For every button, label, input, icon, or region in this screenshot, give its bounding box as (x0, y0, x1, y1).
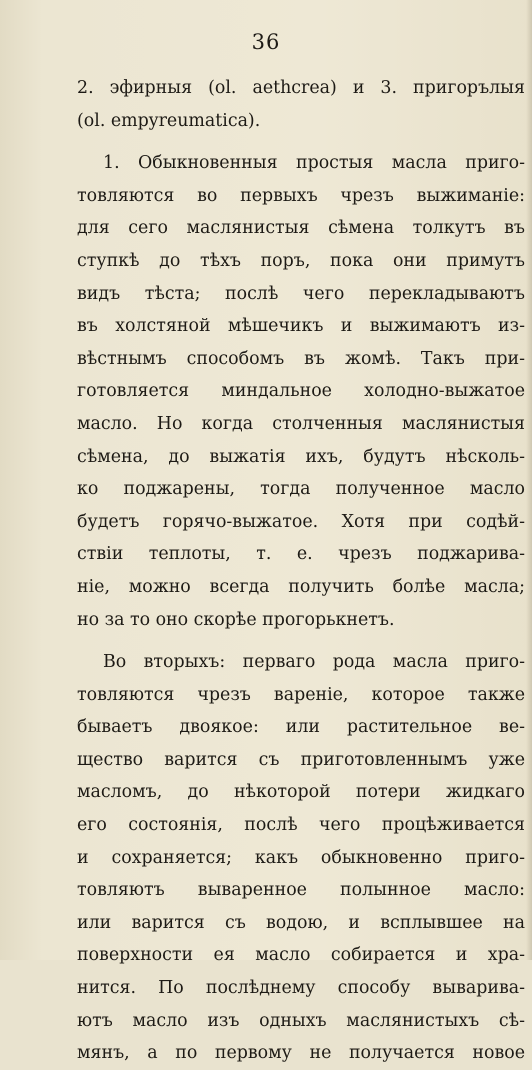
text-line: товляются чрезъ вареніе, которое также (77, 684, 525, 705)
text-line: вѣстнымъ способомъ въ жомѣ. Такъ при- (77, 348, 525, 369)
text-line: ютъ масло изъ одныхъ маслянистыхъ сѣ- (77, 1010, 525, 1031)
text-line: масломъ, до нѣкоторой потери жидкаго (77, 782, 525, 803)
text-line: его состоянія, послѣ чего процѣживается (77, 815, 525, 836)
text-line: ствіи теплоты, т. е. чрезъ поджарива- (77, 544, 525, 565)
paragraph-gap (77, 636, 525, 646)
text-line: и сохраняется; какъ обыкновенно приго- (77, 847, 525, 868)
text-line: масло. Но когда столченныя маслянистыя (77, 413, 525, 434)
text-line: ко поджарены, тогда полученное масло (77, 479, 525, 500)
text-line: нится. По послѣднему способу выварива- (77, 978, 525, 999)
text-line: или варится съ водою, и всплывшее на (77, 912, 525, 933)
page-edge-shadow (526, 0, 532, 960)
text-line: 1. Обыкновенныя простыя масла приго- (103, 153, 525, 174)
text-line: товляютъ вываренное полынное масло: (77, 880, 525, 901)
text-line: Во вторыхъ: перваго рода масла приго- (103, 652, 525, 673)
text-line: для сего маслянистыя сѣмена толкутъ въ (77, 218, 525, 239)
text-line: товляются во первыхъ чрезъ выжиманіе: (77, 185, 525, 206)
text-line: но за то оно скорѣе прогорькнетъ. (77, 609, 395, 630)
page-number: 36 (251, 30, 281, 54)
text-line: ніе, можно всегда получить болѣе масла; (77, 576, 525, 597)
text-line: сѣмена, до выжатія ихъ, будутъ нѣсколь- (77, 446, 525, 467)
text-line: видъ тѣста; послѣ чего перекладываютъ (77, 283, 525, 304)
body-text (77, 72, 525, 1070)
text-line: поверхности ея масло собирается и хра- (77, 945, 525, 966)
text-line: 2. эфирныя (ol. aethcrea) и 3. пригорълыя (77, 78, 525, 98)
text-line: въ холстяной мѣшечикъ и выжимаютъ из- (77, 316, 525, 337)
text-line: бываетъ двоякое: или растительное ве- (77, 717, 525, 738)
text-line: готовляется миндальное холодно-выжатое (77, 381, 525, 402)
text-line: будетъ горячо-выжатое. Хотя при содѣй- (77, 511, 525, 532)
text-line: мянъ, а по первому не получается новое (77, 1043, 525, 1064)
text-line: ступкѣ до тѣхъ поръ, пока они примутъ (77, 250, 525, 271)
text-line: (ol. empyreumatica). (77, 110, 261, 131)
paragraph-gap (77, 137, 525, 147)
text-line: щество варится съ приготовленнымъ уже (77, 749, 525, 770)
